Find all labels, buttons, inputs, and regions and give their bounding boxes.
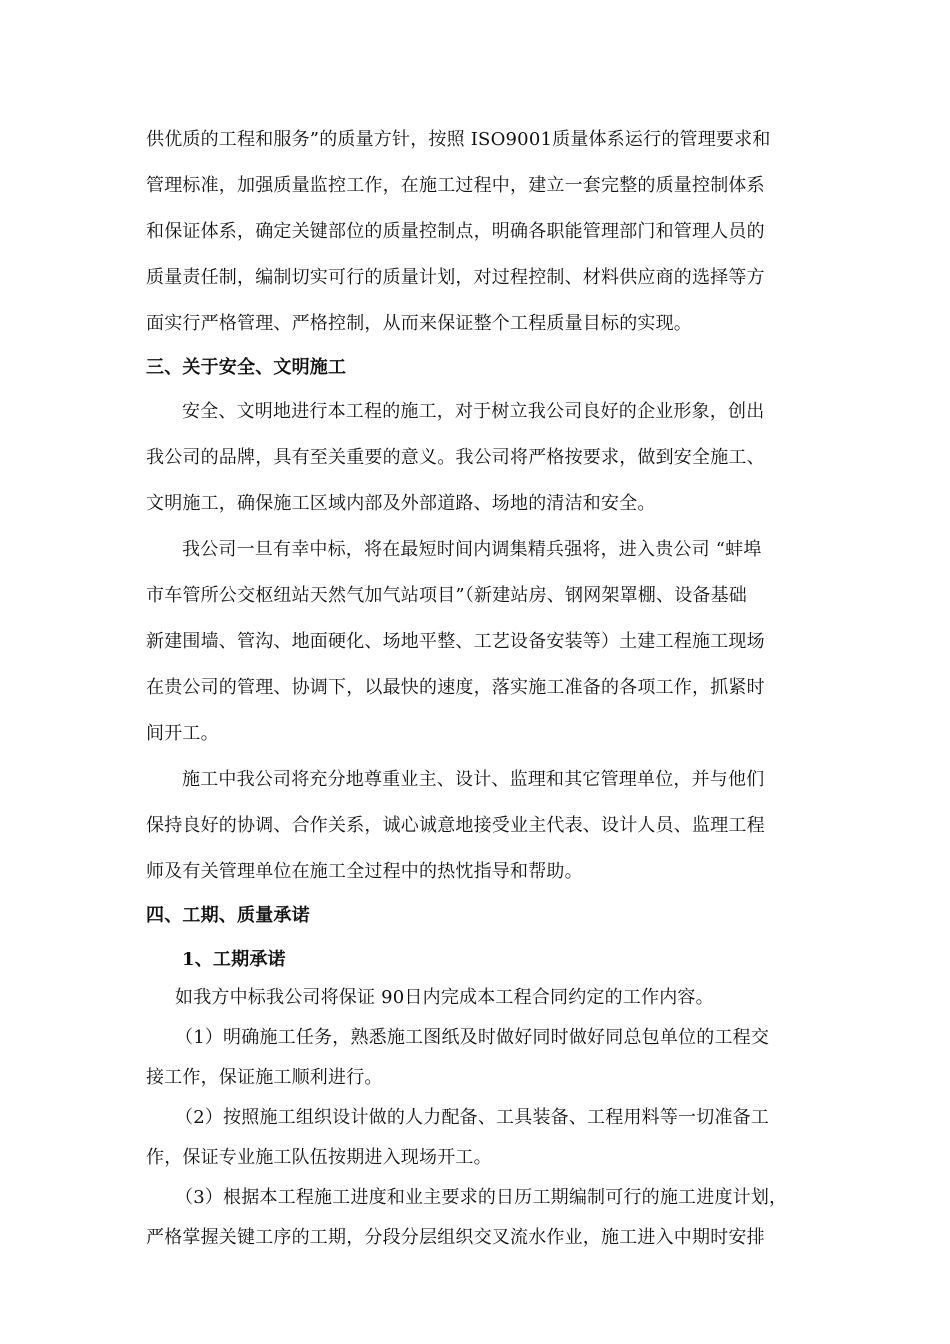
- paragraph-line: 作，保证专业施工队伍按期进入现场开工。: [146, 1147, 492, 1168]
- paragraph-line: 我公司一旦有幸中标，将在最短时间内调集精兵强将，进入贵公司 “蚌埠: [182, 539, 762, 560]
- paragraph-line: 如我方中标我公司将保证 90日内完成本工程合同约定的工作内容。: [175, 987, 714, 1008]
- paragraph-line: 接工作，保证施工顺利进行。: [146, 1067, 383, 1088]
- paragraph-line: 市车管所公交枢纽站天然气加气站项目”（新建站房、钢网架罩棚、设备基础: [146, 585, 747, 606]
- paragraph-line: 文明施工，确保施工区域内部及外部道路、场地的清洁和安全。: [146, 493, 656, 514]
- paragraph-line: 质量责任制，编制切实可行的质量计划，对过程控制、材料供应商的选择等方: [146, 267, 765, 288]
- section-heading: 三、关于安全、文明施工: [146, 357, 347, 378]
- section-heading: 四、工期、质量承诺: [146, 905, 310, 926]
- paragraph-line: 面实行严格管理、严格控制，从而来保证整个工程质量目标的实现。: [146, 313, 692, 334]
- paragraph-line: （3）根据本工程施工进度和业主要求的日历工期编制可行的施工进度计划，: [175, 1187, 788, 1208]
- paragraph-line: 严格掌握关键工序的工期，分段分层组织交叉流水作业，施工进入中期时安排: [146, 1227, 765, 1248]
- paragraph-line: 保持良好的协调、合作关系，诚心诚意地接受业主代表、设计人员、监理工程: [146, 815, 765, 836]
- paragraph-line: （1）明确施工任务，熟悉施工图纸及时做好同时做好同总包单位的工程交: [175, 1027, 770, 1048]
- paragraph-line: （2）按照施工组织设计做的人力配备、工具装备、工程用料等一切准备工: [175, 1107, 770, 1128]
- paragraph-line: 施工中我公司将充分地尊重业主、设计、监理和其它管理单位，并与他们: [182, 769, 765, 790]
- paragraph-line: 供优质的工程和服务”的质量方针，按照 ISO9001质量体系运行的管理要求和: [146, 129, 771, 150]
- paragraph-line: 在贵公司的管理、协调下，以最快的速度，落实施工准备的各项工作，抓紧时: [146, 677, 765, 698]
- paragraph-line: 新建围墙、管沟、地面硬化、场地平整、工艺设备安装等）土建工程施工现场: [146, 631, 765, 652]
- paragraph-line: 安全、文明地进行本工程的施工，对于树立我公司良好的企业形象，创出: [182, 401, 765, 422]
- subsection-heading: 1、工期承诺: [182, 949, 286, 970]
- paragraph-line: 管理标准，加强质量监控工作，在施工过程中，建立一套完整的质量控制体系: [146, 175, 765, 196]
- paragraph-line: 师及有关管理单位在施工全过程中的热忱指导和帮助。: [146, 861, 583, 882]
- paragraph-line: 我公司的品牌，具有至关重要的意义。我公司将严格按要求，做到安全施工、: [146, 447, 765, 468]
- paragraph-line: 和保证体系，确定关键部位的质量控制点，明确各职能管理部门和管理人员的: [146, 221, 765, 242]
- paragraph-line: 间开工。: [146, 723, 219, 744]
